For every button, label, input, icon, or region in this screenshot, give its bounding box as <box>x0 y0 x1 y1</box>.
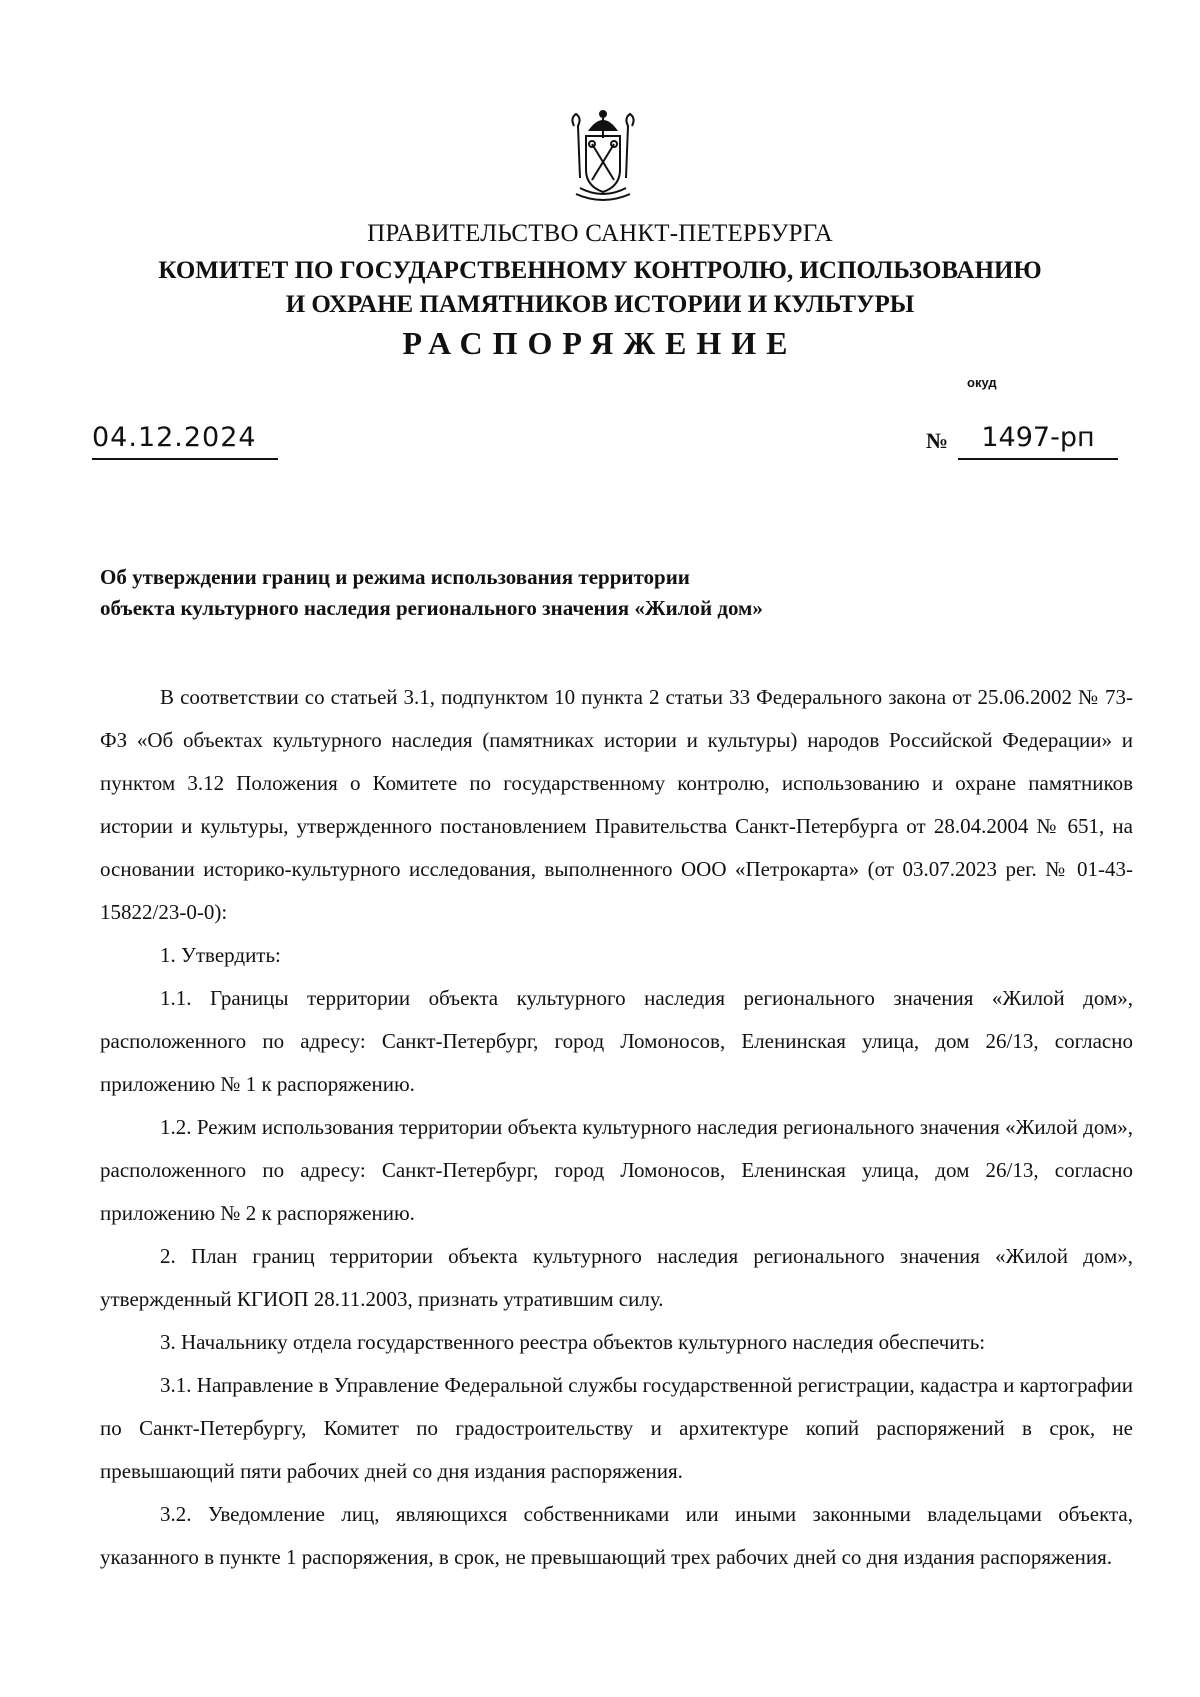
document-subject <box>100 562 763 624</box>
body-paragraph-1-2: 1.2. Режим использования территории объекта культурного наследия регионального значения «Жилой дом», расположенного по адресу: Санкт-Петербург, город Ломоносов, Еленинская улица, дом 26/13, согласно приложению № 2 к распоряжению. <box>100 1115 1133 1225</box>
body-paragraph-1-1: 1.1. Границы территории объекта культурного наследия регионального значения «Жилой дом», расположенного по адресу: Санкт-Петербург, город Ломоносов, Еленинская улица, дом 26/13, согласно приложению № 1 к распоряжению. <box>100 986 1133 1096</box>
body-paragraph-2: 2. План границ территории объекта культурного наследия регионального значения «Жилой дом», утвержденный КГИОП 28.11.2003, признать утратившим силу. <box>100 1244 1133 1311</box>
body-paragraph-3: 3. Начальнику отдела государственного реестра объектов культурного наследия обеспечить: <box>160 1330 986 1354</box>
body-paragraph-1: 1. Утвердить: <box>160 943 281 967</box>
coat-of-arms-icon <box>568 108 638 206</box>
body-paragraph-3-1: 3.1. Направление в Управление Федеральной службы государственной регистрации, кадастра и картографии по Санкт-Петербургу, Комитет по градостроительству и архитектуре копий распоряжений в срок, не превышающий пяти рабочих дней со дня издания распоряжения. <box>100 1373 1133 1483</box>
document-type-title: РАСПОРЯЖЕНИЕ <box>402 325 798 361</box>
committee-name-line2: И ОХРАНЕ ПАМЯТНИКОВ ИСТОРИИ И КУЛЬТУРЫ <box>285 291 915 318</box>
committee-name-line1: КОМИТЕТ ПО ГОСУДАРСТВЕННОМУ КОНТРОЛЮ, ИСПОЛЬЗОВАНИЮ <box>158 257 1042 284</box>
document-body <box>100 676 1133 1579</box>
body-paragraph-preamble: В соответствии со статьей 3.1, подпунктом 10 пункта 2 статьи 33 Федерального закона от 25.06.2002 № 73-ФЗ «Об объектах культурного наследия (памятниках истории и культуры) народов Российской Федерации» и пунктом 3.12 Положения о Комитете по государственному контролю, использованию и охране памятников истории и культуры, утвержденного постановлением Правительства Санкт-Петербурга от 28.04.2004 № 651, на основании историко-культурного исследования, выполненного ООО «Петрокарта» (от 03.07.2023 рег. № 01-43-15822/23-0-0): <box>100 685 1133 924</box>
number-sign: № <box>926 428 949 453</box>
subject-line1: Об утверждении границ и режима использования территории <box>100 565 690 589</box>
committee-name <box>0 254 1200 322</box>
okud-label: окуд <box>967 375 997 390</box>
government-name: ПРАВИТЕЛЬСТВО САНКТ-ПЕТЕРБУРГА <box>367 220 833 247</box>
subject-line2: объекта культурного наследия регионального значения «Жилой дом» <box>100 596 763 620</box>
document-date: 04.12.2024 <box>92 418 278 460</box>
document-number: 1497-рп <box>958 418 1118 460</box>
body-paragraph-3-2: 3.2. Уведомление лиц, являющихся собственниками или иными законными владельцами объекта, указанного в пункте 1 распоряжения, в срок, не превышающий трех рабочих дней со дня издания распоряжения. <box>100 1502 1133 1569</box>
